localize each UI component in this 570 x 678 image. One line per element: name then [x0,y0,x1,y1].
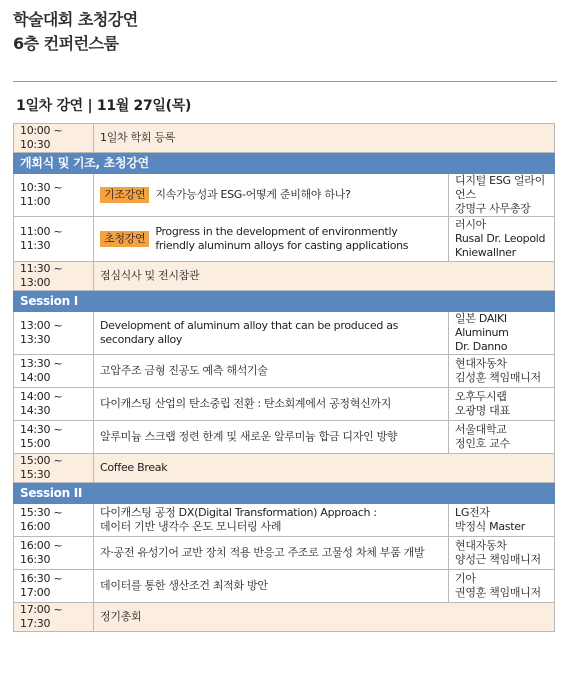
section-header [14,291,555,312]
schedule-row [14,570,555,603]
title-cell: 데이터를 통한 생산조건 최적화 방안 [94,570,449,603]
time-cell: 13:00 ~ 13:30 [14,312,94,355]
presenter-name: Rusal Dr. Leopold [455,232,546,245]
schedule-row [14,174,555,217]
schedule-row [14,454,555,483]
time-cell: 16:00 ~ 16:30 [14,537,94,570]
header [13,8,138,56]
title-cell [94,174,449,217]
title-cell: Coffee Break [94,454,555,483]
talk-title-line: Development of aluminum alloy that can be produced as [100,319,399,332]
title-cell [94,217,449,262]
presenter-name: 강명구 사무총장 [455,202,531,215]
talk-title-line: 데이터 기반 냉각수 온도 모니터링 사례 [100,520,282,533]
schedule-row [14,312,555,355]
title-cell [94,504,449,537]
schedule-row [14,603,555,632]
schedule-row [14,124,555,153]
presenter-name: Kniewallner [455,246,516,259]
presenter-cell [449,312,555,355]
section-label: 개회식 및 기조, 초청강연 [14,153,555,174]
presenter-org: 러시아 [455,218,486,231]
time-cell: 17:00 ~ 17:30 [14,603,94,632]
talk-title-line: friendly aluminum alloys for casting applications [155,239,409,252]
title-cell: 점심식사 및 전시참관 [94,262,555,291]
presenter-org: LG전자 [455,506,490,519]
presenter-name: 김성훈 책임매니저 [455,371,541,384]
time-cell: 10:00 ~ 10:30 [14,124,94,153]
schedule-row [14,262,555,291]
talk-title-line: 다이캐스팅 공정 DX(Digital Transformation) Approach : [100,506,377,519]
section-header [14,153,555,174]
presenter-name: 양성근 책임매니저 [455,553,541,566]
title-cell: 1일차 학회 등록 [94,124,555,153]
time-cell: 16:30 ~ 17:00 [14,570,94,603]
presenter-cell [449,537,555,570]
presenter-org: 기아 [455,572,476,585]
schedule-row [14,504,555,537]
presenter-name: 권영훈 책임매니저 [455,586,541,599]
talk-title-line: Progress in the development of environmently [155,225,398,238]
presenter-name: 오광명 대표 [455,404,510,417]
time-cell: 13:30 ~ 14:00 [14,355,94,388]
presenter-cell [449,421,555,454]
section-header [14,483,555,504]
title-cell: 정기총회 [94,603,555,632]
time-cell: 10:30 ~ 11:00 [14,174,94,217]
invited-badge: 초청강연 [100,231,149,247]
time-cell: 14:00 ~ 14:30 [14,388,94,421]
title-cell [94,312,449,355]
presenter-cell [449,355,555,388]
presenter-cell [449,174,555,217]
presenter-cell [449,570,555,603]
time-cell: 11:30 ~ 13:00 [14,262,94,291]
title-cell: 알루미늄 스크랩 정련 한계 및 새로운 알루미늄 합금 디자인 방향 [94,421,449,454]
schedule-row [14,217,555,262]
presenter-cell [449,504,555,537]
presenter-name: 박정식 Master [455,520,525,533]
page-title: 학술대회 초청강연 [13,10,138,29]
time-cell: 11:00 ~ 11:30 [14,217,94,262]
presenter-name: 정인호 교수 [455,437,510,450]
schedule-row [14,355,555,388]
presenter-org: 오후두시랩 [455,390,507,403]
talk-title: 지속가능성과 ESG-어떻게 준비해야 하나? [155,188,351,201]
time-cell: 15:00 ~ 15:30 [14,454,94,483]
presenter-org: 디지털 ESG 얼라이언스 [455,174,545,201]
keynote-badge: 기조강연 [100,187,149,203]
schedule-row [14,537,555,570]
divider [13,81,557,82]
time-cell: 15:30 ~ 16:00 [14,504,94,537]
section-label: Session I [14,291,555,312]
presenter-org: 서울대학교 [455,423,507,436]
presenter-org: 현대자동차 [455,357,507,370]
presenter-cell [449,217,555,262]
presenter-cell [449,388,555,421]
venue-title: 6층 컨퍼런스룸 [13,34,119,53]
title-cell: 다이캐스팅 산업의 탄소중립 전환 : 탄소회계에서 공정혁신까지 [94,388,449,421]
day-heading: 1일차 강연 | 11월 27일(목) [16,98,192,114]
presenter-org: 현대자동차 [455,539,507,552]
time-cell: 14:30 ~ 15:00 [14,421,94,454]
schedule-row [14,388,555,421]
talk-title-line: secondary alloy [100,333,183,346]
title-cell: 고압주조 금형 진공도 예측 해석기술 [94,355,449,388]
presenter-name: Dr. Danno [455,340,508,353]
section-label: Session II [14,483,555,504]
schedule-table [13,123,555,632]
title-cell: 자·공전 유성기어 교반 장치 적용 반응고 주조로 고물성 차체 부품 개발 [94,537,449,570]
schedule-row [14,421,555,454]
presenter-org: 일본 DAIKI Aluminum [455,312,509,339]
